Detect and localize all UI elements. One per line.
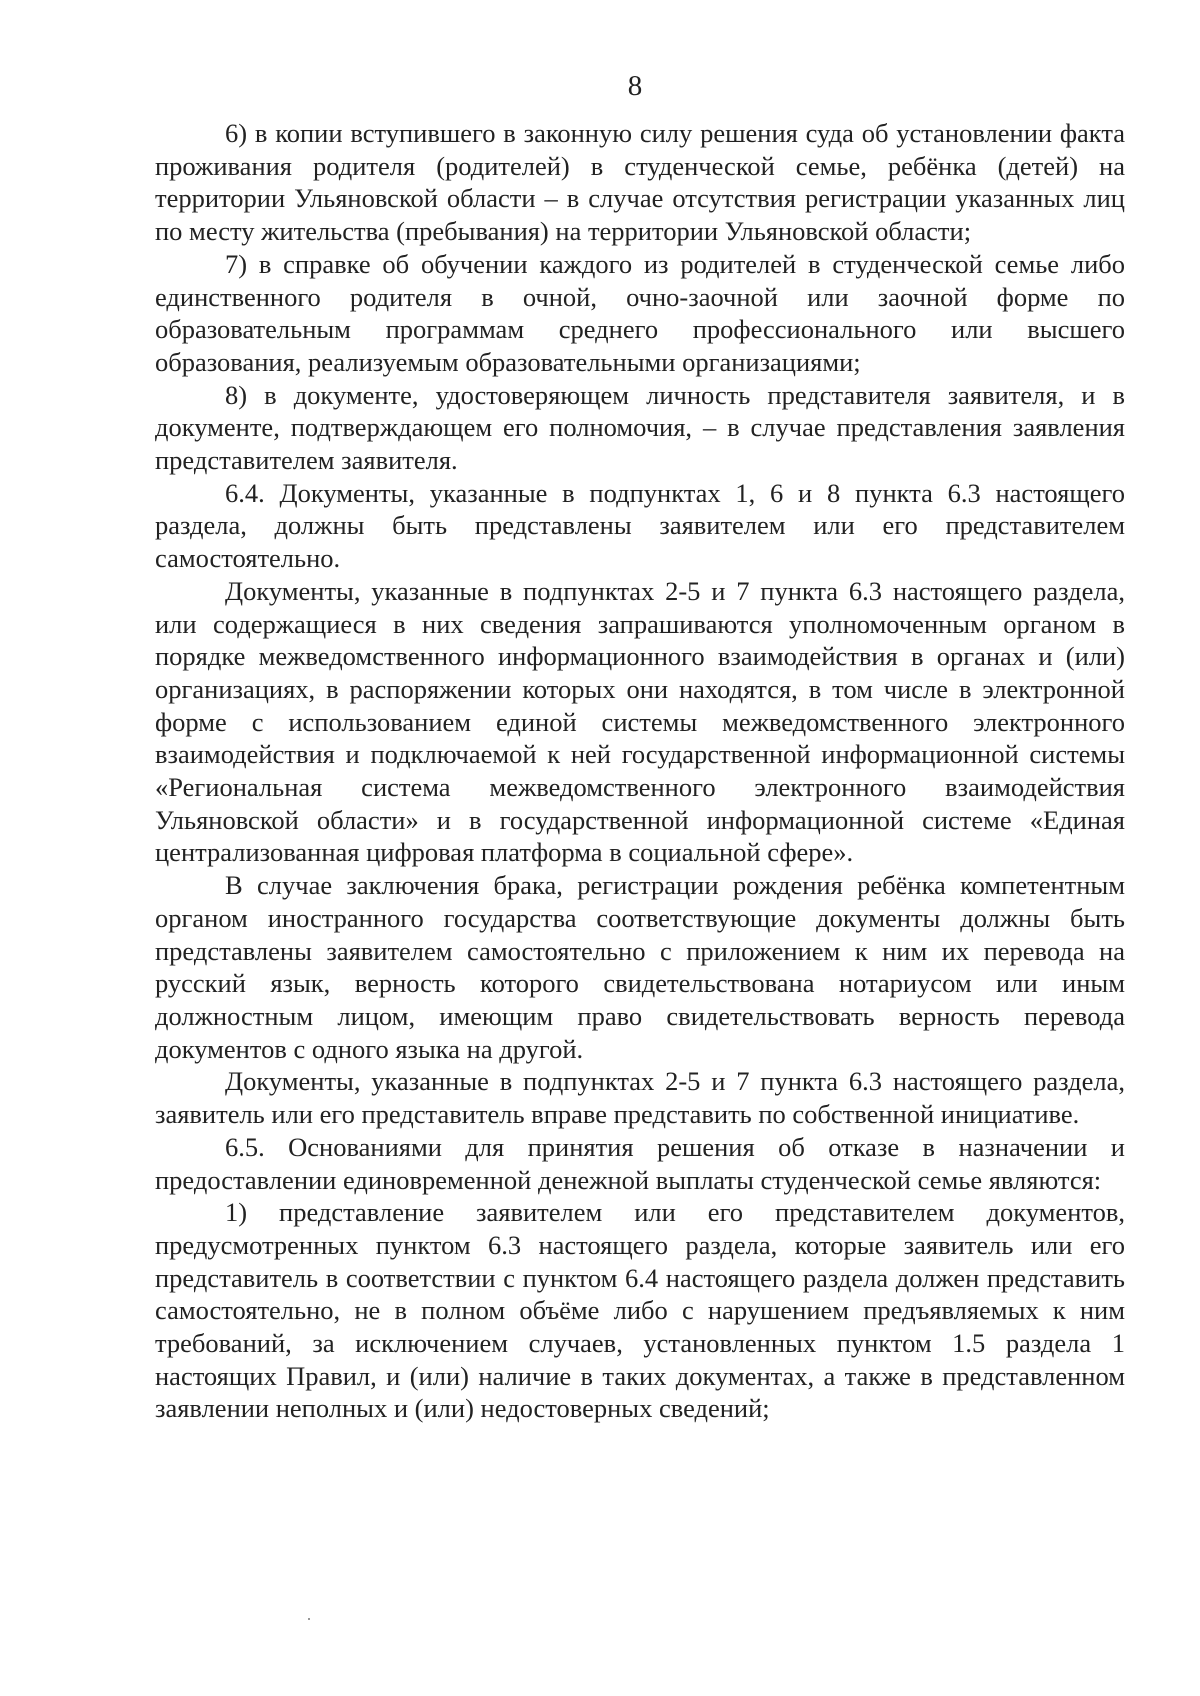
paragraph-section-6-4: 6.4. Документы, указанные в подпунктах 1, 6 и 8 пункта 6.3 настоящего раздела, должны быть представлены заявителем или его представителем самостоятельно. [155, 477, 1125, 574]
paragraph-item-6: 6) в копии вступившего в законную силу решения суда об установлении факта проживания родителя (родителей) в студенческой семье, ребёнка (детей) на территории Ульяновской области – в случае отсутствия регистрации указанных лиц по месту жительства (пребывания) на территории Ульяновской области; [155, 118, 1125, 247]
paragraph-foreign-documents: В случае заключения брака, регистрации рождения ребёнка компетентным органом иностранного государства соответствующие документы должны быть представлены заявителем самостоятельно с приложением к ним их перевода на русский язык, верность которого свидетельствована нотариусом или иным должностным лицом, имеющим право свидетельствовать верность перевода документов с одного языка на другой. [155, 870, 1125, 1064]
document-body [155, 117, 1125, 1425]
paragraph-item-7: 7) в справке об обучении каждого из родителей в студенческой семье либо единственного родителя в очной, очно-заочной или заочной форме по образовательным программам среднего профессионального или высшего образования, реализуемым образовательными организациями; [155, 248, 1125, 377]
paragraph-refusal-reason-1: 1) представление заявителем или его представителем документов, предусмотренных пунктом 6.3 настоящего раздела, которые заявитель или его представитель в соответствии с пунктом 6.4 настоящего раздела должен представить самостоятельно, не в полном объёме либо с нарушением предъявляемых к ним требований, за исключением случаев, установленных пунктом 1.5 раздела 1 настоящих Правил, и (или) наличие в таких документах, а также в представленном заявлении неполных и (или) недостоверных сведений; [155, 1197, 1125, 1424]
paragraph-section-6-5: 6.5. Основаниями для принятия решения об отказе в назначении и предоставлении единовременной денежной выплаты студенческой семье являются: [155, 1131, 1125, 1195]
scan-artifact-dot [308, 1618, 310, 1620]
paragraph-item-8: 8) в документе, удостоверяющем личность представителя заявителя, и в документе, подтверждающем его полномочия, – в случае представления заявления представителем заявителя. [155, 379, 1125, 476]
paragraph-own-initiative: Документы, указанные в подпунктах 2-5 и 7 пункта 6.3 настоящего раздела, заявитель или его представитель вправе представить по собственной инициативе. [155, 1066, 1125, 1130]
page-number: 8 [627, 70, 643, 102]
paragraph-interagency-request: Документы, указанные в подпунктах 2-5 и 7 пункта 6.3 настоящего раздела, или содержащиеся в них сведения запрашиваются уполномоченным органом в порядке межведомственного информационного взаимодействия в органах и (или) организациях, в распоряжении которых они находятся, в том числе в электронной форме с использованием единой системы межведомственного электронного взаимодействия и подключаемой к ней государственной информационной системы «Региональная система межведомственного электронного взаимодействия Ульяновской области» и в государственной информационной системе «Единая централизованная цифровая платформа в социальной сфере». [155, 575, 1125, 868]
